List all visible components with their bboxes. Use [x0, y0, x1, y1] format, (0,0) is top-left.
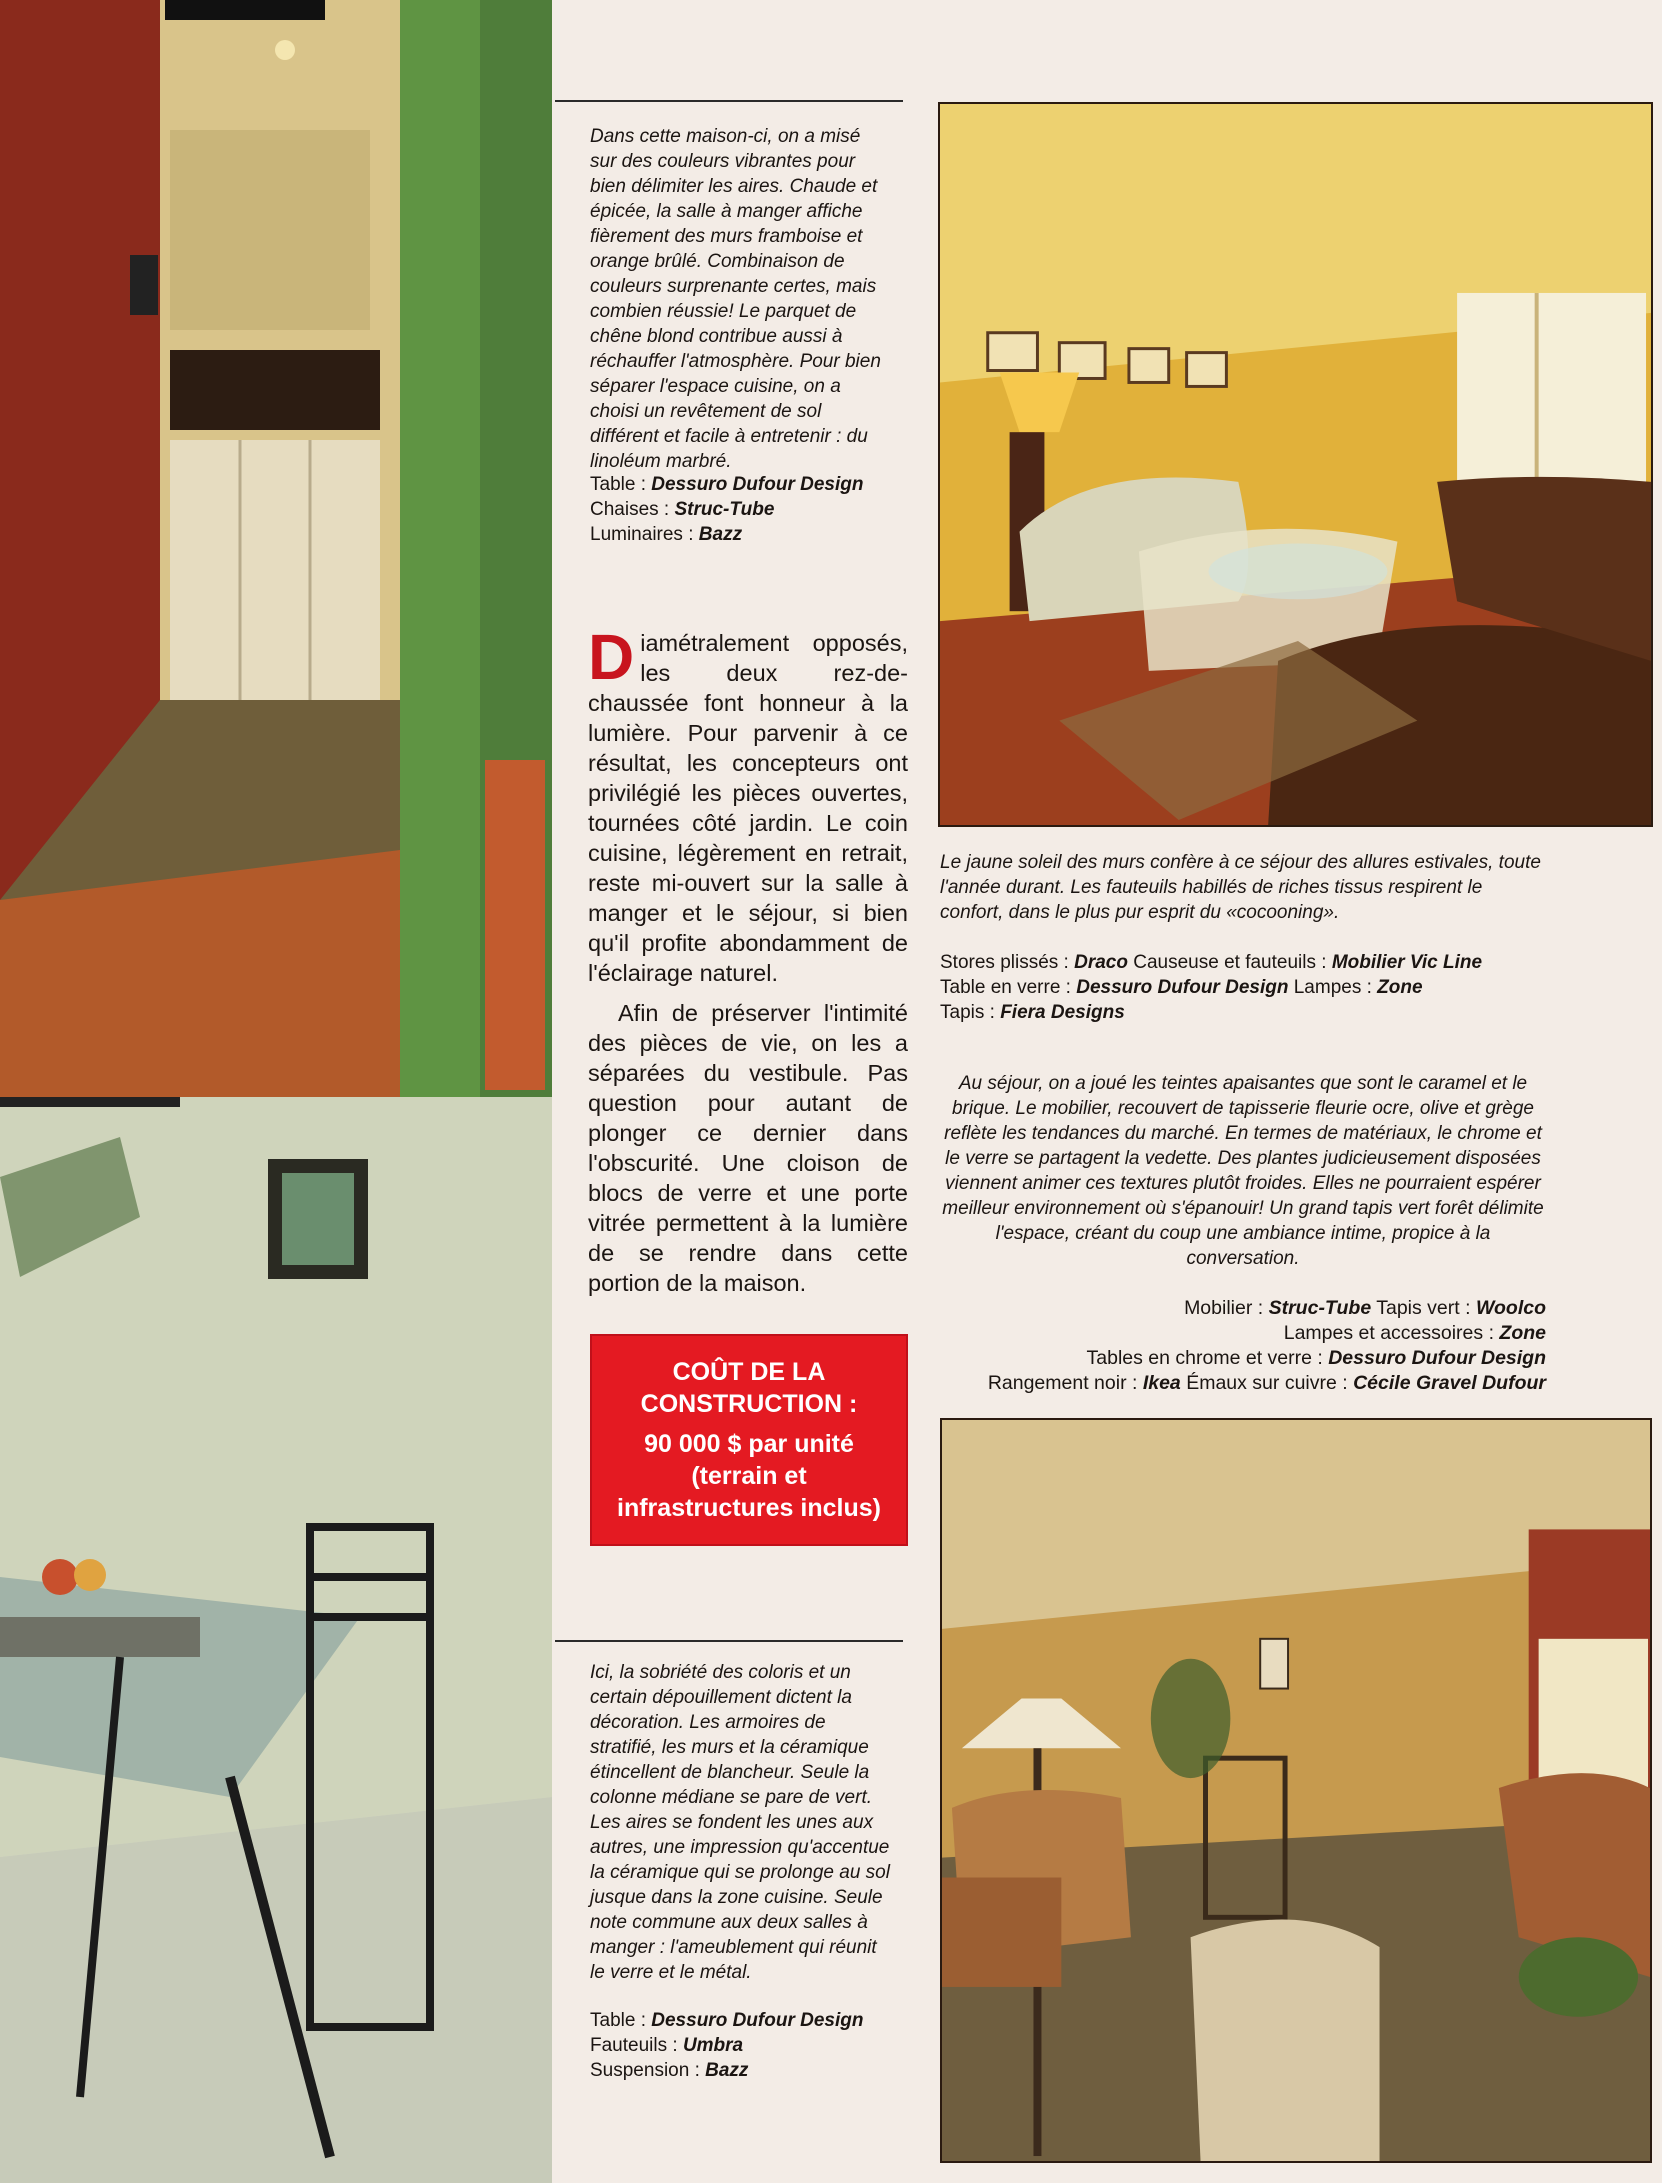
yellow-living-caption: Le jaune soleil des murs confère à ce séjour des allures estivales, toute l'année durant. Les fauteuils habillés de riches tissus respirent le confort, dans le plus pur esprit du «cocooning». [940, 852, 1541, 923]
article-body: Diamétralement opposés, les deux rez-de-chaussée font honneur à la lumière. Pour parvenir à ce résultat, les concepteurs ont privilégié les pièces ouvertes, tournées côté jardin. Le coin cuisine, légèrement en retrait, reste mi-ouvert sur la salle à manger et le séjour, si bien qu'il profite abondamment de l'éclairage naturel. Afin de préserver l'intimité des pièces de vie, on les a séparées du vestibule. Pas question pour autant de plonger ce dernier dans l'obscurité. Une cloison de blocs de verre et une porte vitrée permettent à la lumière de se rendre dans cette portion de la maison. [588, 621, 908, 1296]
dining-room-credits: Table : Dessuro Dufour Design Chaises : Struc-Tube Luminaires : Bazz [590, 474, 864, 545]
caramel-living-credits: Mobilier : Struc-Tube Tapis vert : Woolco Lampes et accessoires : Zone Tables en chrome et verre : Dessuro Dufour Design Rangement noir : Ikea Émaux sur cuivre : Cécile Gravel Dufour [987, 1297, 1546, 1394]
rule-top-middle [555, 100, 903, 102]
caramel-living-caption: Au séjour, on a joué les teintes apaisantes que sont le caramel et le brique. Le mobilier, recouvert de tapisserie fleurie ocre, olive et grège reflète les tendances du marché. En termes de matériaux, le chrome et le verre se partagent la vedette. Des plantes judicieusement disposées viennent animer ces textures plutôt froides. Elles ne pourraient espérer meilleur environnement où s'épanouir! Un grand tapis vert forêt délimite l'espace, créant du coup une ambiance intime, propice à la conversation. [942, 1073, 1544, 1269]
photo-white-dining [0, 1097, 552, 2183]
photo-yellow-living-room [938, 102, 1653, 827]
construction-cost-box: COÛT DE LA CONSTRUCTION : 90 000 $ par unité (terrain et infrastructures inclus) [590, 1334, 908, 1546]
yellow-living-credits: Stores plissés : Draco Causeuse et fauteuils : Mobilier Vic Line Table en verre : Dessuro Dufour Design Lampes : Zone Tapis : Fiera Designs [940, 952, 1483, 1023]
photo-caramel-living-room [940, 1418, 1652, 2163]
rule-middle [555, 1640, 903, 1642]
photo-dining-room [0, 0, 552, 1097]
dining-room-caption: Dans cette maison-ci, on a misé sur des couleurs vibrantes pour bien délimiter les aires. Chaude et épicée, la salle à manger affiche fièrement des murs framboise et orange brûlé. Combinaison de couleurs surprenante certes, mais combien réussie! Le parquet de chêne blond contribue aussi à réchauffer l'atmosphère. Pour bien séparer l'espace cuisine, on a choisi un revêtement de sol différent et facile à entretenir : du linoléum marbré. [590, 126, 881, 472]
white-dining-credits: Table : Dessuro Dufour Design Fauteuils : Umbra Suspension : Bazz [590, 2010, 864, 2081]
white-dining-caption: Ici, la sobriété des coloris et un certain dépouillement dictent la décoration. Les armoires de stratifié, les murs et la céramique étincellent de blancheur. Seule la colonne médiane se pare de vert. Les aires se fondent les unes aux autres, une impression qu'accentue la céramique qui se prolonge au sol jusque dans la zone cuisine. Seule note commune aux deux salles à manger : l'ameublement qui réunit le verre et le métal. [590, 1662, 890, 1983]
drop-cap: D [588, 621, 635, 693]
